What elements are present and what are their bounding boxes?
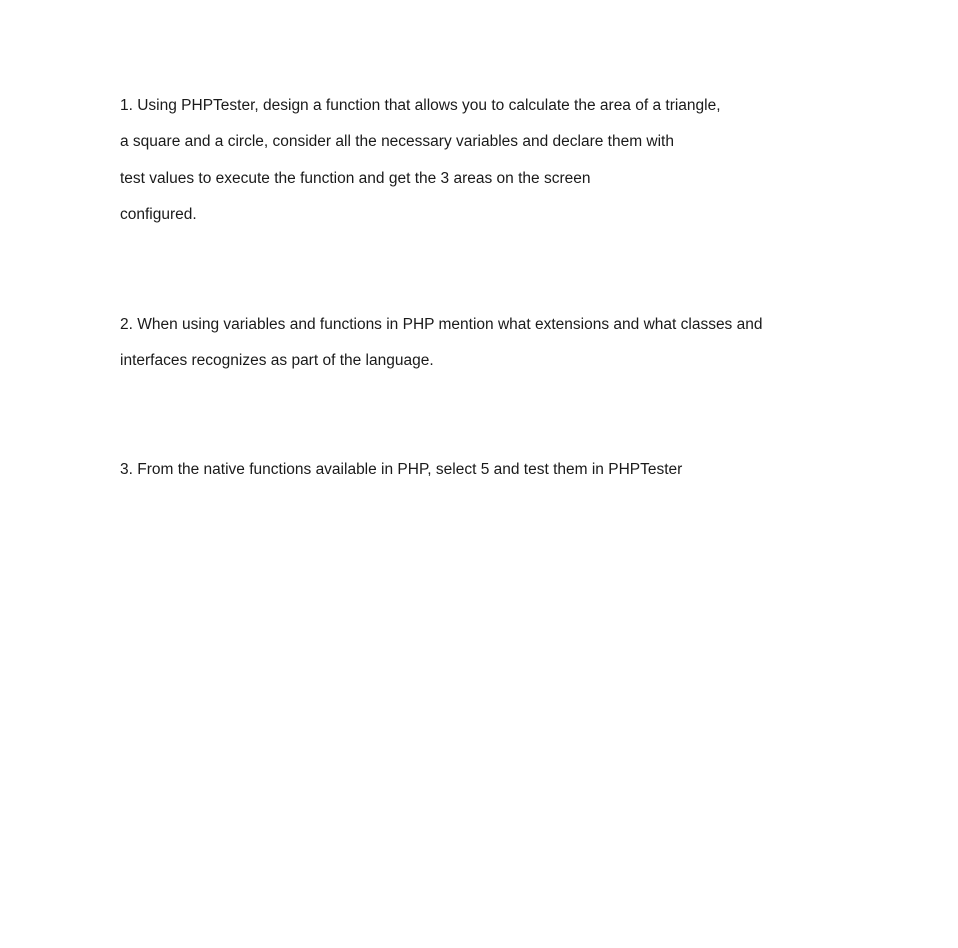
question-1-line-2: a square and a circle, consider all the necessary variables and declare them with — [120, 133, 674, 150]
question-1-line-4: configured. — [120, 206, 197, 223]
question-2-line-2: interfaces recognizes as part of the language. — [120, 352, 434, 369]
question-2-line-1: 2. When using variables and functions in PHP mention what extensions and what classes and — [120, 316, 763, 333]
question-1-line-3: test values to execute the function and get the 3 areas on the screen — [120, 170, 591, 187]
question-1-line-1: 1. Using PHPTester, design a function that allows you to calculate the area of a triangle, — [120, 97, 721, 114]
question-3-line-1: 3. From the native functions available in PHP, select 5 and test them in PHPTester — [120, 461, 683, 478]
